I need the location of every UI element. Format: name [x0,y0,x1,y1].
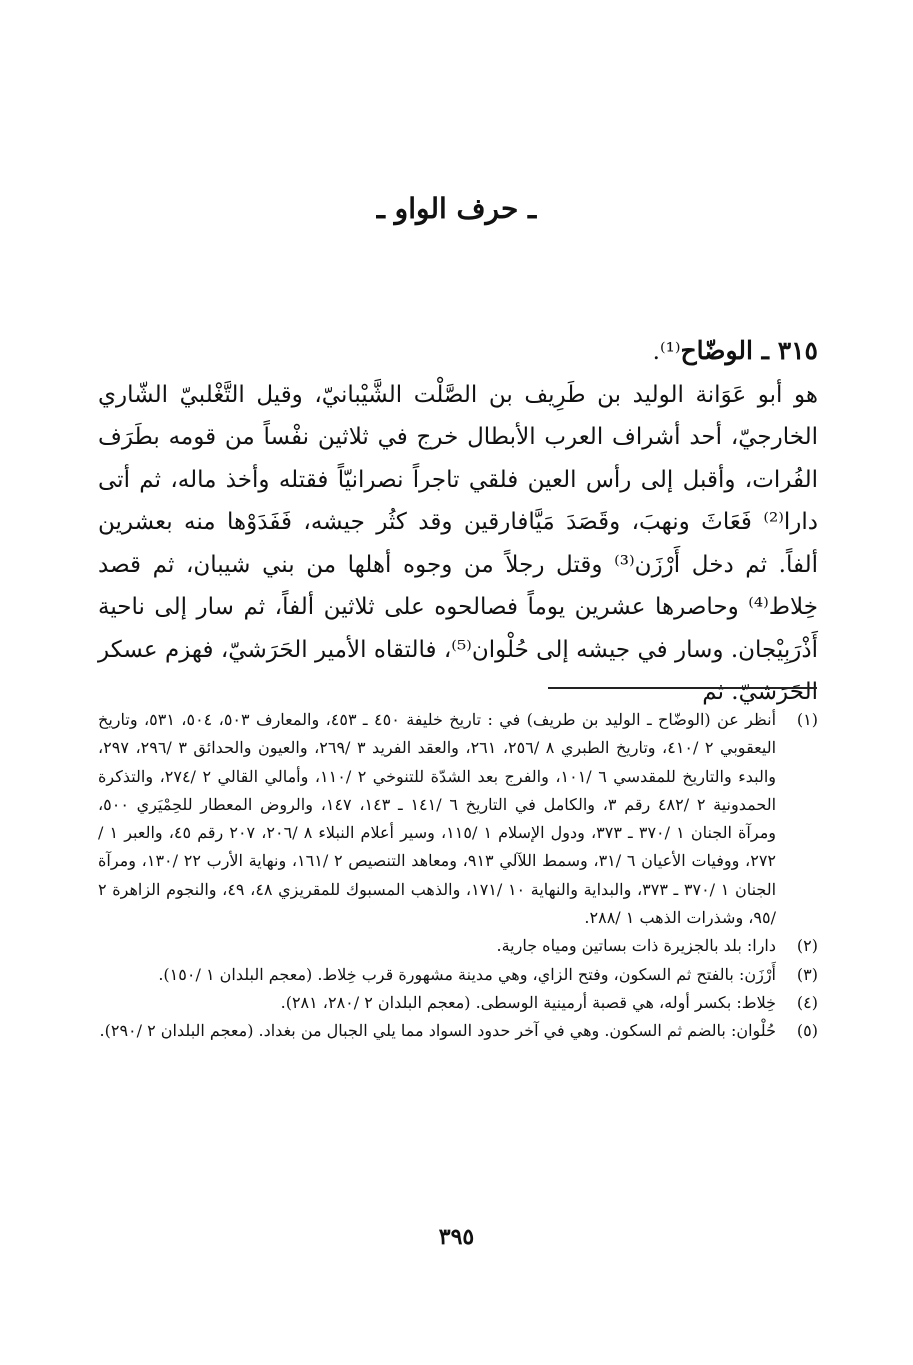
footnote-number: (٢) [796,936,818,956]
footnote-4 [98,989,818,1017]
footnote-5 [98,1017,818,1045]
footnote-number: (٤) [796,992,818,1012]
footnote-text: حُلْوان: بالضم ثم السكون. وهي في آخر حدود السواد مما يلي الجبال من بغداد. (معجم البلدان ٢ /٢٩٠). [99,1021,776,1041]
footnote-text: دارا: بلد بالجزيرة ذات بساتين ومياه جارية. [496,936,776,956]
footnote-3 [98,961,818,989]
footnote-number: (٣) [796,964,818,984]
footnote-text: أنظر عن (الوضّاح ـ الوليد بن طريف) في : تاريخ خليفة ٤٥٠ ـ ٤٥٣، والمعارف ٥٠٣، ٥٠٤، ٥٣١، وتاريخ اليعقوبي ٢ /٤١٠، وتاريخ الطبري ٨ /٢٥٦، ٢٦١، والعقد الفريد ٣ /٢٦٩، والعيون والحدائق ٣ /٢٩٦، ٢٩٧، والبدء والتاريخ للمقدسي ٦ /١٠١، والفرج بعد الشدّة للتنوخي ٢ /١١٠، وأمالي القالي ٢ /٢٧٤، والتذكرة الحمدونية ٢ /٤٨٢ رقم ٣، والكامل في التاريخ ٦ /١٤١ ـ ١٤٣، ١٤٧، والروض المعطار للحِمْيَري ٥٠٠، ومرآة الجنان ١ /٣٧٠ ـ ٣٧٣، ودول الإسلام ١ /١١٥، وسير أعلام النبلاء ٨ /٢٠٦، ٢٠٧ رقم ٤٥، والعبر ١ /٢٧٢، ووفيات الأعيان ٦ /٣١، وسمط اللآلي ٩١٣، ومعاهد التنصيص ٢ /١٦١، ونهاية الأرب ٢٢ /١٣٠، ومرآة الجنان ١ /٣٧٠ ـ ٣٧٣، والبداية والنهاية ١٠ /١٧١، والذهب المسبوك للمقريزي ٤٨، ٤٩، والنجوم الزاهرة ٢ /٩٥، وشذرات الذهب ١ /٢٨٨. [98,710,777,928]
entry-title: ٣١٥ ـ الوضّاح [680,336,818,365]
entry-paragraph [98,330,818,714]
footnotes [98,706,818,1046]
footnote-number: (٥) [796,1021,818,1041]
entry-title-note: ⁽¹⁾. [652,339,681,365]
footnote-1 [98,706,818,932]
footnote-text: أَرْزَن: بالفتح ثم السكون، وفتح الزاي، وهي مدينة مشهورة قرب خِلاط. (معجم البلدان ١ /١٥٠). [158,964,776,984]
entry-body [98,330,818,714]
chapter-heading: ـ حرف الواو ـ [376,192,537,225]
footnote-text: خِلاط: بكسر أوله، هي قصبة أرمينية الوسطى. (معجم البلدان ٢ /٢٨٠، ٢٨١). [280,992,776,1012]
entry-text: هو أبو عَوَانة الوليد بن طَرِيف بن الصَّلْت الشَّيْبانيّ، وقيل التَّغْلبيّ الشّاري الخارجيّ، أحد أشراف العرب الأبطال خرج في ثلاثين نفْساً من قومه بطَرَف الفُرات، وأقبل إلى رأس العين فلقي تاجراً نصرانيّاً فقتله وأخذ ماله، ثم أتى دارا⁽²⁾ فَعَاثَ ونهبَ، وقَصَدَ مَيَّافارقين وقد كثُر جيشه، فَفَدَوْها منه بعشرين ألفاً. ثم دخل أَرْزَن⁽³⁾ وقتل رجلاً من وجوه أهلها من بني شيبان، ثم قصد خِلاط⁽⁴⁾ وحاصرها عشرين يوماً فصالحوه على ثلاثين ألفاً، ثم سار إلى ناحية أَذْرَبِيْجان. وسار في جيشه إلى حُلْوان⁽⁵⁾، فالتقاه الأمير الحَرَشيّ، فهزم عسكر الحَرَشيّ. ثم [98,381,818,705]
footnote-number: (١) [796,710,818,729]
page-number: ٣٩٥ [438,1224,475,1250]
footnote-divider [548,687,817,689]
footnote-2 [98,932,818,960]
